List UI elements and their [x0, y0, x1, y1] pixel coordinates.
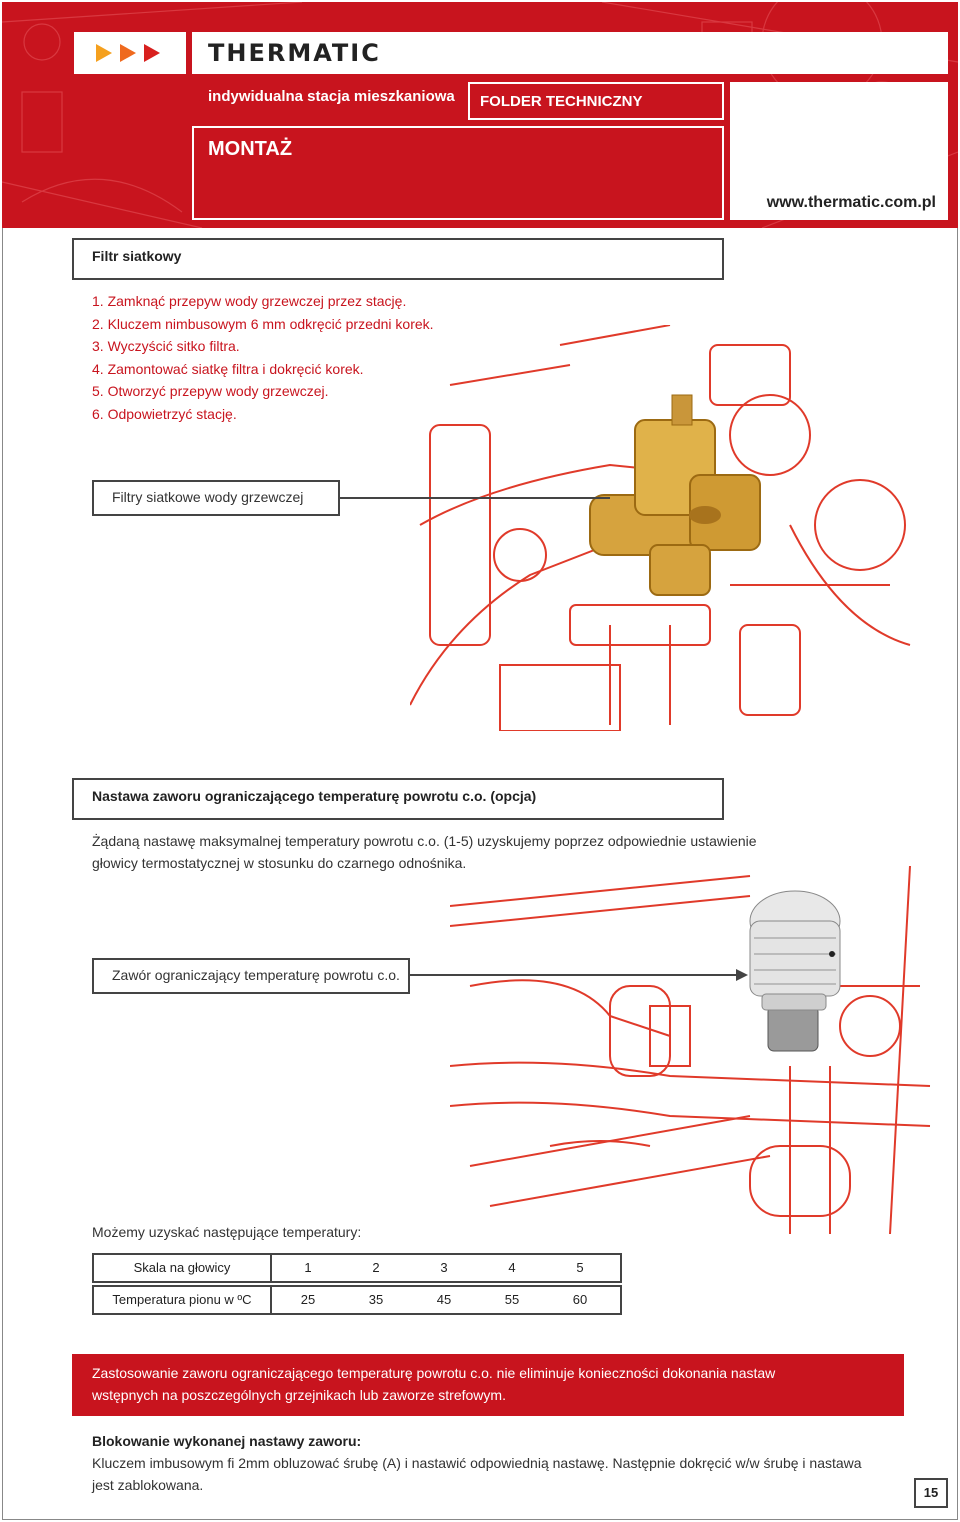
- table-cell: 60: [572, 1292, 588, 1307]
- list-item: 1. Zamknąć przepyw wody grzewczej przez stację.: [92, 293, 407, 309]
- section-box: [192, 126, 724, 220]
- filter-callout-label: Filtry siatkowe wody grzewczej: [112, 489, 304, 505]
- logo-box: [74, 32, 186, 74]
- lock-text-line: Kluczem imbusowym fi 2mm obluzować śrubę (A) i nastawić odpowiednią nastawę. Następnie dokręcić w/w śrubę i nastawa: [92, 1455, 862, 1471]
- valve-heading-box: [72, 778, 724, 820]
- filter-callout-line: [340, 488, 620, 508]
- table-row-label: Temperatura pionu w ºC: [94, 1287, 272, 1313]
- logo-arrows-icon: [74, 32, 186, 74]
- table-row-label: Skala na głowicy: [94, 1255, 272, 1281]
- folder-label-box: [468, 82, 724, 120]
- valve-callout-label: Zawór ograniczający temperaturę powrotu c.o.: [112, 967, 400, 983]
- filter-illustration: [410, 325, 916, 731]
- table-row: [92, 1285, 622, 1315]
- list-item: 4. Zamontować siatkę filtra i dokręcić korek.: [92, 360, 364, 377]
- lock-heading: Blokowanie wykonanej nastawy zaworu:: [92, 1433, 362, 1449]
- table-row: [92, 1253, 622, 1283]
- table-cell: 45: [436, 1292, 452, 1307]
- filter-callout-box: [92, 480, 340, 516]
- list-item: 5. Otworzyć przepyw wody grzewczej.: [92, 383, 329, 400]
- note-line: wstępnych na poszczególnych grzejnikach lub zaworze strefowym.: [92, 1387, 506, 1403]
- folder-label: FOLDER TECHNICZNY: [480, 93, 643, 110]
- table-cell: 55: [504, 1292, 520, 1307]
- temperatures-intro: Możemy uzyskać następujące temperatury:: [92, 1224, 362, 1240]
- table-cell: 5: [576, 1260, 584, 1275]
- list-item: 2. Kluczem nimbusowym 6 mm odkręcić przedni korek.: [92, 315, 434, 332]
- brand-name: THERMATIC: [208, 39, 381, 67]
- header-banner: [2, 2, 958, 228]
- arrow-head-icon: [736, 969, 748, 981]
- valve-callout-box: [92, 958, 410, 994]
- note-line: Zastosowanie zaworu ograniczającego temperaturę powrotu c.o. nie eliminuje konieczności dokonania nastaw: [92, 1365, 776, 1381]
- thermostatic-head-icon: [750, 891, 840, 1051]
- table-cell: 25: [300, 1292, 316, 1307]
- table-cell: 1: [304, 1260, 312, 1275]
- filter-heading-box: [72, 238, 724, 280]
- lock-text-line: jest zablokowana.: [92, 1477, 204, 1493]
- filter-steps-list: [92, 290, 434, 426]
- table-cell: 35: [368, 1292, 384, 1307]
- brand-box: [192, 32, 948, 74]
- list-item: 3. Wyczyścić sitko filtra.: [92, 338, 240, 355]
- valve-description-line: Żądaną nastawę maksymalnej temperatury powrotu c.o. (1-5) uzyskujemy poprzez odpowiednie ustawienie: [92, 833, 757, 849]
- table-cell: 2: [372, 1260, 380, 1275]
- page-number: 15: [914, 1478, 948, 1508]
- header-subtitle: indywidualna stacja mieszkaniowa: [208, 88, 455, 105]
- section-title: MONTAŻ: [208, 138, 293, 160]
- table-cell: 4: [508, 1260, 516, 1275]
- note-box: [72, 1354, 904, 1416]
- url-box: [730, 82, 948, 220]
- valve-illustration: [450, 866, 936, 1234]
- lock-section: [92, 1430, 862, 1496]
- valve-callout-line: [410, 965, 750, 985]
- filter-heading: Filtr siatkowy: [92, 248, 182, 264]
- list-item: 6. Odpowietrzyć stację.: [92, 405, 237, 422]
- website-url[interactable]: www.thermatic.com.pl: [766, 194, 936, 211]
- valve-heading: Nastawa zaworu ograniczającego temperaturę powrotu c.o. (opcja): [92, 788, 537, 804]
- valve-description-line: głowicy termostatycznej w stosunku do czarnego odnośnika.: [92, 855, 467, 871]
- table-cell: 3: [440, 1260, 448, 1275]
